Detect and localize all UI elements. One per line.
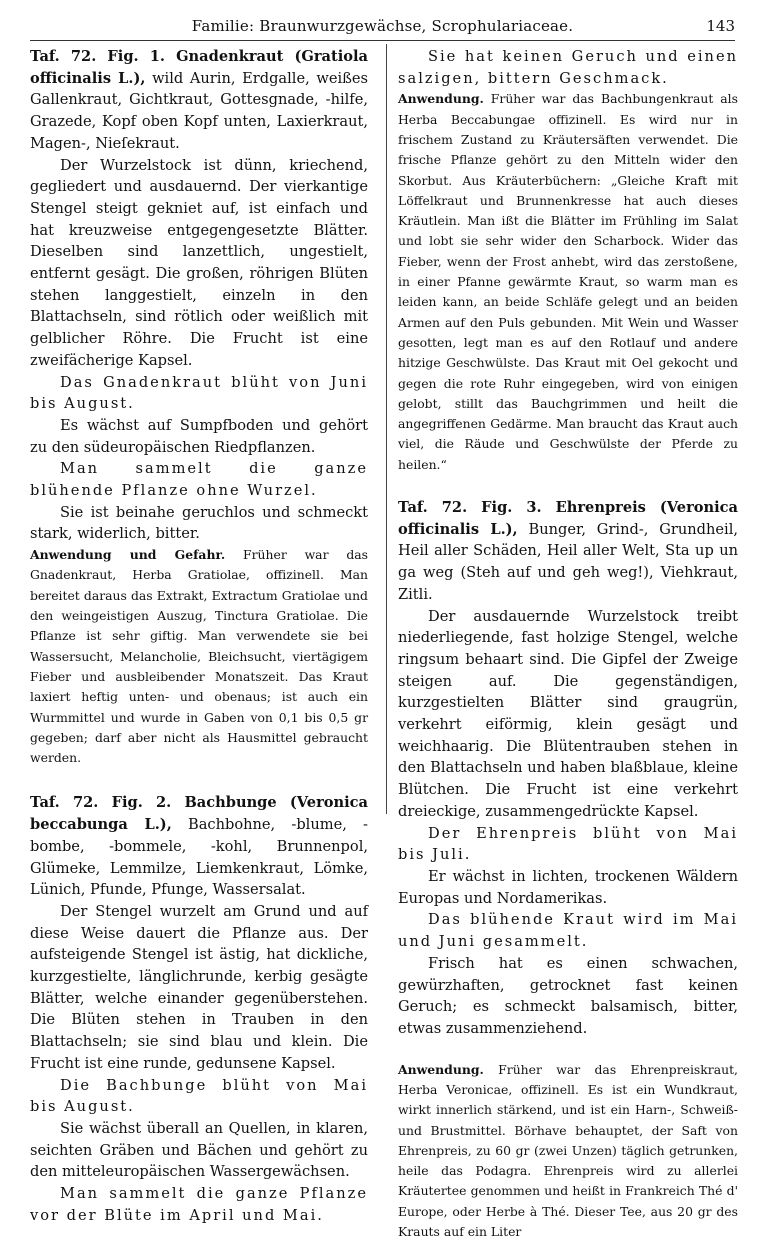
fig2-collection: Man sammelt die ganze Pflanze vor der Blüte im April und Mai. <box>30 1185 368 1224</box>
fig2-names: Bachbohne, -blume, -bombe, -bommele, -kohl, Brunnenpol, Glümeke, Lemmilze, Liemkenkraut, Lömke, Lünich, Pfunde, Pfunge, Wassersalat. <box>30 816 368 899</box>
fig3-flowering: Der Ehrenpreis blüht von Mai bis Juli. <box>398 824 738 864</box>
fig2-flowering: Die Bachbunge blüht von Mai bis August. <box>30 1076 368 1116</box>
fig3-names: Bunger, Grind-, Grundheil, Heil aller Schäden, Heil aller Welt, Sta up un ga weg (Steh auf und geh weg!), Viehkraut, Zitli. <box>398 520 739 603</box>
fig3-usage-heading: Anwendung. <box>398 1061 484 1077</box>
fig1-usage-heading: Anwendung und Gefahr. <box>30 547 226 563</box>
fig1-usage-text: Früher war das Gnadenkraut, Herba Gratiolae, offizinell. Man bereitet daraus das Extrakt, Extractum Gratiolae und den weingeistigen Auszug, Tinctura Gratiolae. Die Pflanze ist sehr giftig. Man verwendete sie bei Wassersucht, Melancholie, Bleichsucht, viertägigem Fieber und ausbleibender Monatszeit. Das Kraut laxiert heftig unten- und obenaus; ist auch ein Wurmmittel und wurde in Gaben von 0,1 bis 0,5 gr gegeben; darf aber nicht als Hausmittel gebraucht werden. <box>30 547 368 766</box>
fig1-flowering: Das Gnadenkraut blüht von Juni bis August. <box>30 373 368 413</box>
fig2-smell-taste: Sie hat keinen Geruch und einen salzigen, bittern Geschmack. <box>398 48 738 87</box>
fig3-usage <box>398 1060 738 1242</box>
fig1-heading: Taf. 72. Fig. 1. Gnadenkraut (Gratiola officinalis L.), <box>30 48 368 87</box>
fig3-usage-text: Früher war das Ehrenpreiskraut, Herba Veronicae, offizinell. Es ist ein Wundkraut, wirkt innerlich stärkend, und ist ein Harn-, Schweiß- und Brustmittel. Börhave behauptet, der Saft von Ehrenpreis, zu 60 gr (zwei Unzen) täglich getrunken, heile das Podagra. Ehrenpreis wird zu allerlei Kräutertee genommen und heißt in Frankreich Thé d' Europe, oder Herbe à Thé. Dieser Tee, aus 20 gr des Krauts auf ein Liter <box>398 1061 738 1239</box>
fig2-heading-paragraph <box>30 792 368 901</box>
fig3-collection: Das blühende Kraut wird im Mai und Juni gesammelt. <box>398 911 738 951</box>
fig1-smell-taste: Sie ist beinahe geruchlos und schmeckt stark, widerlich, bitter. <box>30 503 368 543</box>
fig2-usage <box>398 89 738 475</box>
fig1-collection: Man sammelt die ganze blühende Pflanze ohne Wurzel. <box>30 460 368 500</box>
running-header <box>30 14 735 41</box>
left-column <box>30 46 368 1227</box>
fig3-heading: Taf. 72. Fig. 3. Ehrenpreis (Veronica officinalis L.), <box>398 499 738 538</box>
fig3-description: Der ausdauernde Wurzelstock treibt niederliegende, fast holzige Stengel, welche ringsum behaart sind. Die Gipfel der Zweige steigen auf. Die gegenständigen, kurzgestielten Blätter sind graugrün, verkehrt eiförmig, klein gesägt und weichhaarig. Die Blütentrauben stehen in den Blattachseln und haben blaßblaue, kleine Blütchen. Die Frucht ist eine verkehrt dreieckige, zusammengedrückte Kapsel. <box>398 607 738 820</box>
fig2-heading: Taf. 72. Fig. 2. Bachbunge (Veronica beccabunga L.), <box>30 794 368 834</box>
fig2-usage-text: Früher war das Bachbungenkraut als Herba Beccabungae offizinell. Es wird nur in frischem Zustand zu Kräutersäften verwendet. Die frische Pflanze gehört zu den Mitteln wider den Skorbut. Aus Kräuterbüchern: „Gleiche Kraft mit Löffelkraut und Brunnenkresse hat auch dieses Kräutlein. Man ißt die Blätter im Frühling im Salat und lobt sie sehr wider den Scharbock. Wider das Fieber, wenn der Frost anhebt, wird das zerstoßene, in einer Pfanne gewärmte Kraut, so warm man es leiden kann, an beide Schläfe gelegt und an beiden Armen auf den Puls gebunden. Mit Wein und Wasser gesotten, legt man es auf den Rotlauf und andere hitzige Geschwülste. Das Kraut mit Oel gekocht und gegen die rote Ruhr eingegeben, wird von einigen gelobt, stillt das Bauchgrimmen und heilt die angegriffenen Gedärme. Man braucht das Kraut auch viel, die Räude und Geschwülste der Pferde zu heilen.“ <box>398 91 738 472</box>
fig3-heading-paragraph <box>398 497 738 606</box>
fig1-usage <box>30 545 368 768</box>
fig2-habitat: Sie wächst überall an Quellen, in klaren, seichten Gräben und Bächen und gehört zu den mitteleuropäischen Wassergewächsen. <box>30 1119 368 1181</box>
column-divider <box>386 44 387 814</box>
fig1-habitat: Es wächst auf Sumpfboden und gehört zu den südeuropäischen Riedpflanzen. <box>30 416 368 456</box>
fig3-smell-taste: Frisch hat es einen schwachen, gewürzhaften, getrocknet fast keinen Geruch; es schmeckt balsamisch, bitter, etwas zusammenziehend. <box>398 954 738 1037</box>
running-title: Familie: Braunwurzgewächse, Scrophulariaceae. <box>191 17 574 35</box>
fig2-usage-heading: Anwendung. <box>398 91 484 107</box>
right-column <box>398 46 738 1242</box>
fig1-description: Der Wurzelstock ist dünn, kriechend, gegliedert und ausdauernd. Der vierkantige Stengel steigt gekniet auf, ist einfach und hat kreuzweise entgegengesetzte Blätter. Dieselben sind lanzettlich, ungestielt, entfernt gesägt. Die großen, röhrigen Blüten stehen langgestielt, einzeln in den Blattachseln, sind rötlich oder weißlich mit gelblicher Röhre. Die Frucht ist eine zweifächerige Kapsel. <box>30 156 368 369</box>
fig2-description: Der Stengel wurzelt am Grund und auf diese Weise dauert die Pflanze aus. Der aufsteigende Stengel ist ästig, hat dickliche, kurzgestielte, länglichrunde, kerbig gesägte Blätter, welche einander gegenüberstehen. Die Blüten stehen in Trauben in den Blattachseln; sie sind blau und klein. Die Frucht ist eine runde, gedunsene Kapsel. <box>30 902 368 1072</box>
fig3-habitat: Er wächst in lichten, trockenen Wäldern Europas und Nordamerikas. <box>398 868 738 907</box>
page-number: 143 <box>706 17 735 35</box>
fig1-heading-paragraph <box>30 46 368 155</box>
fig1-names: wild Aurin, Erdgalle, weißes Gallenkraut, Gichtkraut, Gottesgnade, -hilfe, Grazede, Kopf oben Kopf unten, Laxierkraut, Magen-, Nieſekraut. <box>30 69 369 152</box>
